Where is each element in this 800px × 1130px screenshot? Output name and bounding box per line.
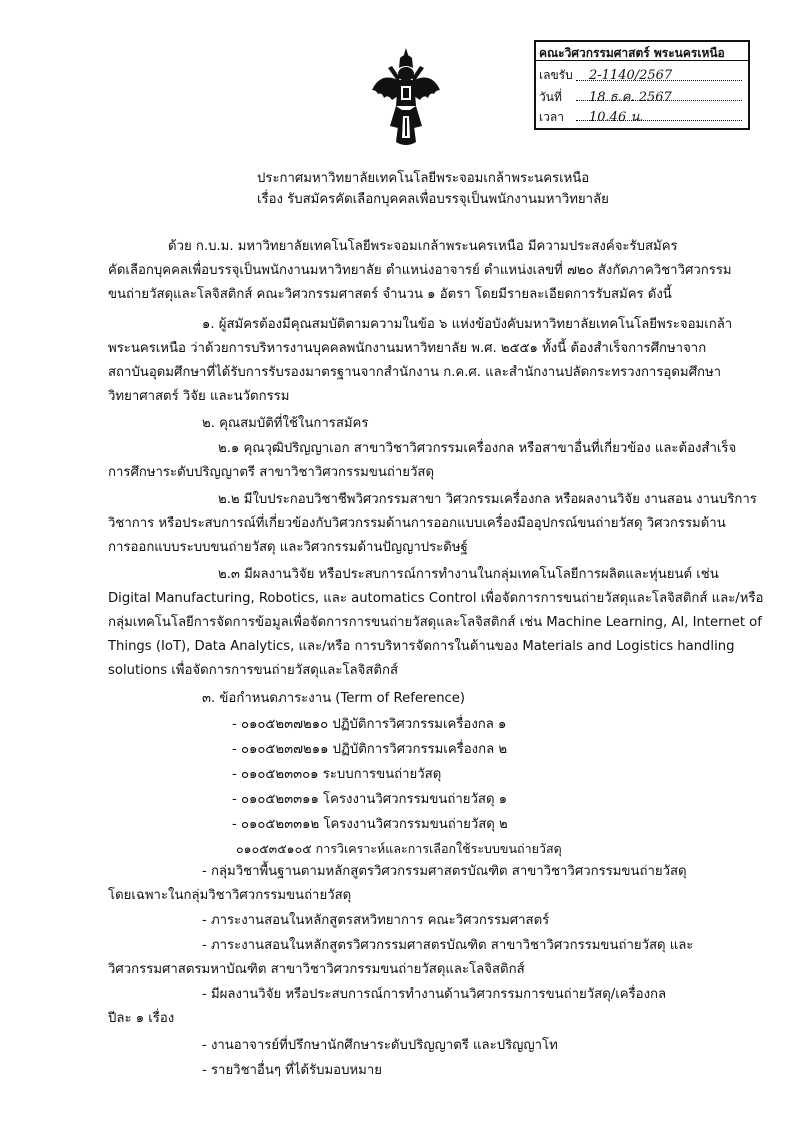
body-line: วิศวกรรมศาสตรมหาบัณฑิต สาขาวิชาวิศวกรรมขนถ่ายวัสดุและโลจิสติกส์ [108,962,525,977]
body-line: คัดเลือกบุคคลเพื่อบรรจุเป็นพนักงานมหาวิทยาลัย ตำแหน่งอาจารย์ ตำแหน่งเลขที่ ๗๒๐ สังกัดภาควิชาวิศวกรรม [108,263,732,278]
stamp-label-date: วันที่ [539,90,562,104]
body-line: Things (IoT), Data Analytics, และ/หรือ การบริหารจัดการในด้านของ Materials and Logistics handling [108,639,735,654]
receipt-stamp [534,40,750,130]
body-line: พระนครเหนือ ว่าด้วยการบริหารงานบุคคลพนักงานมหาวิทยาลัย พ.ศ. ๒๕๕๑ ทั้งนี้ ต้องสำเร็จการศึกษาจาก [108,341,707,356]
body-line: วิทยาศาสตร์ วิจัย และนวัตกรรม [108,389,290,404]
list-item: - ๐๑๐๕๒๓๓๑๒ โครงงานวิศวกรรมขนถ่ายวัสดุ ๒ [232,817,508,832]
stamp-value-number: 2-1140/2567 [589,68,673,83]
stamp-value-time: 10.46 น. [589,110,644,125]
stamp-row-time [539,106,643,127]
list-item: - รายวิชาอื่นๆ ที่ได้รับมอบหมาย [202,1063,382,1078]
section-heading: ๓. ข้อกำหนดภาระงาน (Term of Reference) [202,691,466,706]
stamp-label-time: เวลา [539,110,564,124]
list-item: - ๐๑๐๕๒๓๓๑๑ โครงงานวิศวกรรมขนถ่ายวัสดุ ๑ [232,792,508,807]
body-line: Digital Manufacturing, Robotics, และ automatics Control เพื่อจัดการการขนถ่ายวัสดุและโลจิสติกส์ และ/หรือ [108,591,764,606]
body-line: ปีละ ๑ เรื่อง [108,1011,175,1026]
stamp-org: คณะวิศวกรรมศาสตร์ พระนครเหนือ [539,46,725,60]
announcement-title: ประกาศมหาวิทยาลัยเทคโนโลยีพระจอมเกล้าพระนครเหนือ [257,171,590,186]
list-item: - ภาระงานสอนในหลักสูตรสหวิทยาการ คณะวิศวกรรมศาสตร์ [202,913,550,928]
list-item: - งานอาจารย์ที่ปรึกษานักศึกษาระดับปริญญาตรี และปริญญาโท [202,1038,558,1053]
stamp-row-number [539,66,672,85]
garuda-emblem-icon [370,46,442,148]
body-line: ขนถ่ายวัสดุและโลจิสติกส์ คณะวิศวกรรมศาสตร์ จำนวน ๑ อัตรา โดยมีรายละเอียดการรับสมัคร ดังนี้ [108,287,672,302]
section-heading: ๒. คุณสมบัติที่ใช้ในการสมัคร [202,416,369,431]
stamp-value-date: 18 ธ.ค. 2567 [589,90,672,105]
body-line: สถาบันอุดมศึกษาที่ได้รับการรับรองมาตรฐานจากสำนักงาน ก.ค.ศ. และสำนักงานปลัดกระทรวงการอุดมศึกษา [108,365,722,380]
body-line: ๒.๓ มีผลงานวิจัย หรือประสบการณ์การทำงานในกลุ่มเทคโนโลยีการผลิตและหุ่นยนต์ เช่น [218,567,719,582]
body-line: ด้วย ก.บ.ม. มหาวิทยาลัยเทคโนโลยีพระจอมเกล้าพระนครเหนือ มีความประสงค์จะรับสมัคร [168,239,678,254]
body-line: ๒.๑ คุณวุฒิปริญญาเอก สาขาวิชาวิศวกรรมเครื่องกล หรือสาขาอื่นที่เกี่ยวข้อง และต้องสำเร็จ [218,441,737,456]
body-line: วิชาการ หรือประสบการณ์ที่เกี่ยวข้องกับวิศวกรรมด้านการออกแบบเครื่องมืออุปกรณ์ขนถ่ายวัสดุ วิศวกรรมด้าน [108,516,726,531]
stamp-label-number: เลขรับ [539,68,573,82]
stamp-row-date [539,86,672,107]
list-item: - ภาระงานสอนในหลักสูตรวิศวกรรมศาสตรบัณฑิต สาขาวิชาวิศวกรรมขนถ่ายวัสดุ และ [202,938,694,953]
body-line: กลุ่มเทคโนโลยีการจัดการข้อมูลเพื่อจัดการการขนถ่ายวัสดุและโลจิสติกส์ เช่น Machine Learning, AI, Internet of [108,615,762,630]
list-item: - ๐๑๐๕๒๓๗๒๑๐ ปฏิบัติการวิศวกรรมเครื่องกล ๑ [232,717,507,732]
body-line: การศึกษาระดับปริญญาตรี สาขาวิชาวิศวกรรมขนถ่ายวัสดุ [108,465,435,480]
body-line: การออกแบบระบบขนถ่ายวัสดุ และวิศวกรรมด้านปัญญาประดิษฐ์ [108,540,468,555]
body-line: ๒.๒ มีใบประกอบวิชาชีพวิศวกรรมสาขา วิศวกรรมเครื่องกล หรือผลงานวิจัย งานสอน งานบริการ [218,492,757,507]
body-line: ๑. ผู้สมัครต้องมีคุณสมบัติตามความในข้อ ๖ แห่งข้อบังคับมหาวิทยาลัยเทคโนโลยีพระจอมเกล้า [202,317,733,332]
list-item: - กลุ่มวิชาพื้นฐานตามหลักสูตรวิศวกรรมศาสตรบัณฑิต สาขาวิชาวิศวกรรมขนถ่ายวัสดุ [202,864,687,879]
list-item: - ๐๑๐๕๒๓๓๐๑ ระบบการขนถ่ายวัสดุ [232,767,442,782]
list-item: - ๐๑๐๕๒๓๗๒๑๑ ปฏิบัติการวิศวกรรมเครื่องกล ๒ [232,742,508,757]
body-line: โดยเฉพาะในกลุ่มวิชาวิศวกรรมขนถ่ายวัสดุ [108,888,352,903]
announcement-subject: เรื่อง รับสมัครคัดเลือกบุคคลเพื่อบรรจุเป็นพนักงานมหาวิทยาลัย [257,192,609,207]
body-line: solutions เพื่อจัดการการขนถ่ายวัสดุและโลจิสติกส์ [108,663,399,678]
list-item: - มีผลงานวิจัย หรือประสบการณ์การทำงานด้านวิศวกรรมการขนถ่ายวัสดุ/เครื่องกล [202,987,667,1002]
list-item: ๐๑๐๕๓๕๑๐๕ การวิเคราะห์และการเลือกใช้ระบบขนถ่ายวัสดุ [236,841,562,856]
